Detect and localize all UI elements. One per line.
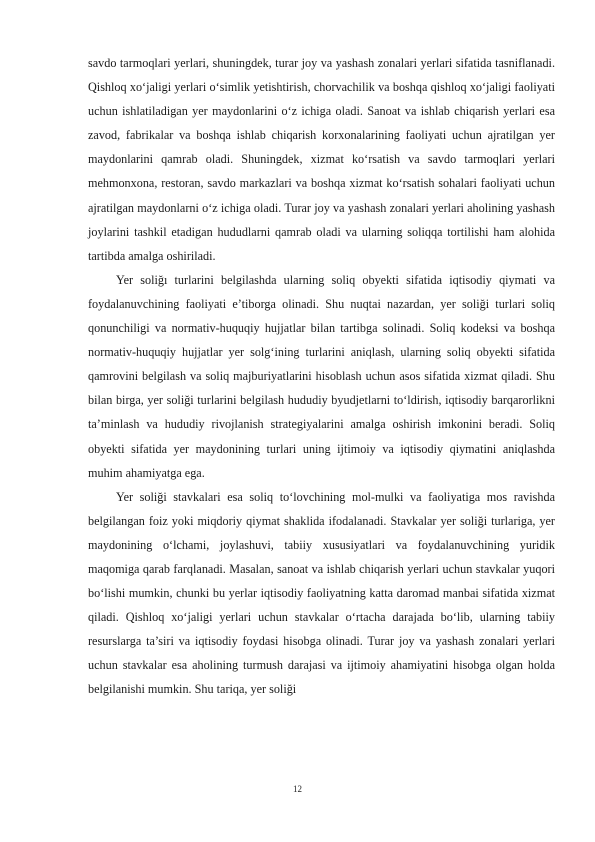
page-number: 12	[293, 784, 302, 794]
paragraph-land-categories: savdo tarmoqlari yerlari, shuningdek, turar joy va yashash zonalari yerlari sifatida tasniflanadi. Qishloq xo‘jaligi yerlari o‘simlik yetishtirish, chorvachilik va boshqa qishloq xo‘jaligi faoliyati uchun ishlatiladigan yer maydonlarini o‘z ichiga oladi. Sanoat va ishlab chiqarish yerlari esa zavod, fabrikalar va boshqa ishlab chiqarish korxonalarining faoliyati uchun ajratilgan yer maydonlarini qamrab oladi. Shuningdek, xizmat ko‘rsatish va savdo tarmoqlari yerlari mehmonxona, restoran, savdo markazlari va boshqa xizmat ko‘rsatish sohalari faoliyati uchun ajratilgan maydonlarni o‘z ichiga oladi. Turar joy va yashash zonalari yerlari aholining yashash joylarini tashkil etadigan hududlarni qamrab oladi va ularning soliqqa tortilishi ham alohida tartibda amalga oshiriladi.	[88, 56, 555, 263]
paragraph-tax-rates: Yer soliği stavkalari esa soliq to‘lovchining mol-mulki va faoliyatiga mos ravishda belgilangan foiz yoki miqdoriy qiymat shaklida ifodalanadi. Stavkalar yer soliği turlariga, yer maydonining o‘lchami, joylashuvi, tabiiy xususiyatlari va foydalanuvchining yuridik maqomiga qarab farqlanadi. Masalan, sanoat va ishlab chiqarish yerlari uchun stavkalar yuqori bo‘lishi mumkin, chunki bu yerlar iqtisodiy faoliyatning katta daromad manbai sifatida xizmat qiladi. Qishloq xo‘jaligi yerlari uchun stavkalar o‘rtacha darajada bo‘lib, ularning tabiiy resurslarga ta’siri va iqtisodiy foydasi hisobga olinadi. Turar joy va yashash zonalari yerlari uchun stavkalar esa aholining turmush darajasi va ijtimoiy ahamiyatini hisobga olgan holda belgilanishi mumkin. Shu tariqa, yer soliği	[88, 489, 555, 697]
body-text	[88, 51, 555, 702]
paragraph-tax-types: Yer soliğı turlarini belgilashda ularning soliq obyekti sifatida iqtisodiy qiymati va foydalanuvchining faoliyati e’tiborga olinadi. Shu nuqtai nazardan, yer soliği turlari soliq qonunchiligi va normativ-huquqiy hujjatlar bilan tartibga solinadi. Soliq kodeksi va boshqa normativ-huquqiy hujjatlar yer solg‘ining turlarini aniqlash, ularning soliq obyekti sifatida qamrovini belgilash va soliq majburiyatlarini hisoblash uchun asos sifatida xizmat qiladi. Shu bilan birga, yer soliği turlarini belgilash hududiy byudjetlarni to‘ldirish, iqtisodiy barqarorlikni ta’minlash va hududiy rivojlanish strategiyalarini amalga oshirish imkonini beradi. Soliq obyekti sifatida yer maydonining turlari uning ijtimoiy va iqtisodiy qiymatini aniqlashda muhim ahamiyatga ega.	[88, 272, 555, 480]
